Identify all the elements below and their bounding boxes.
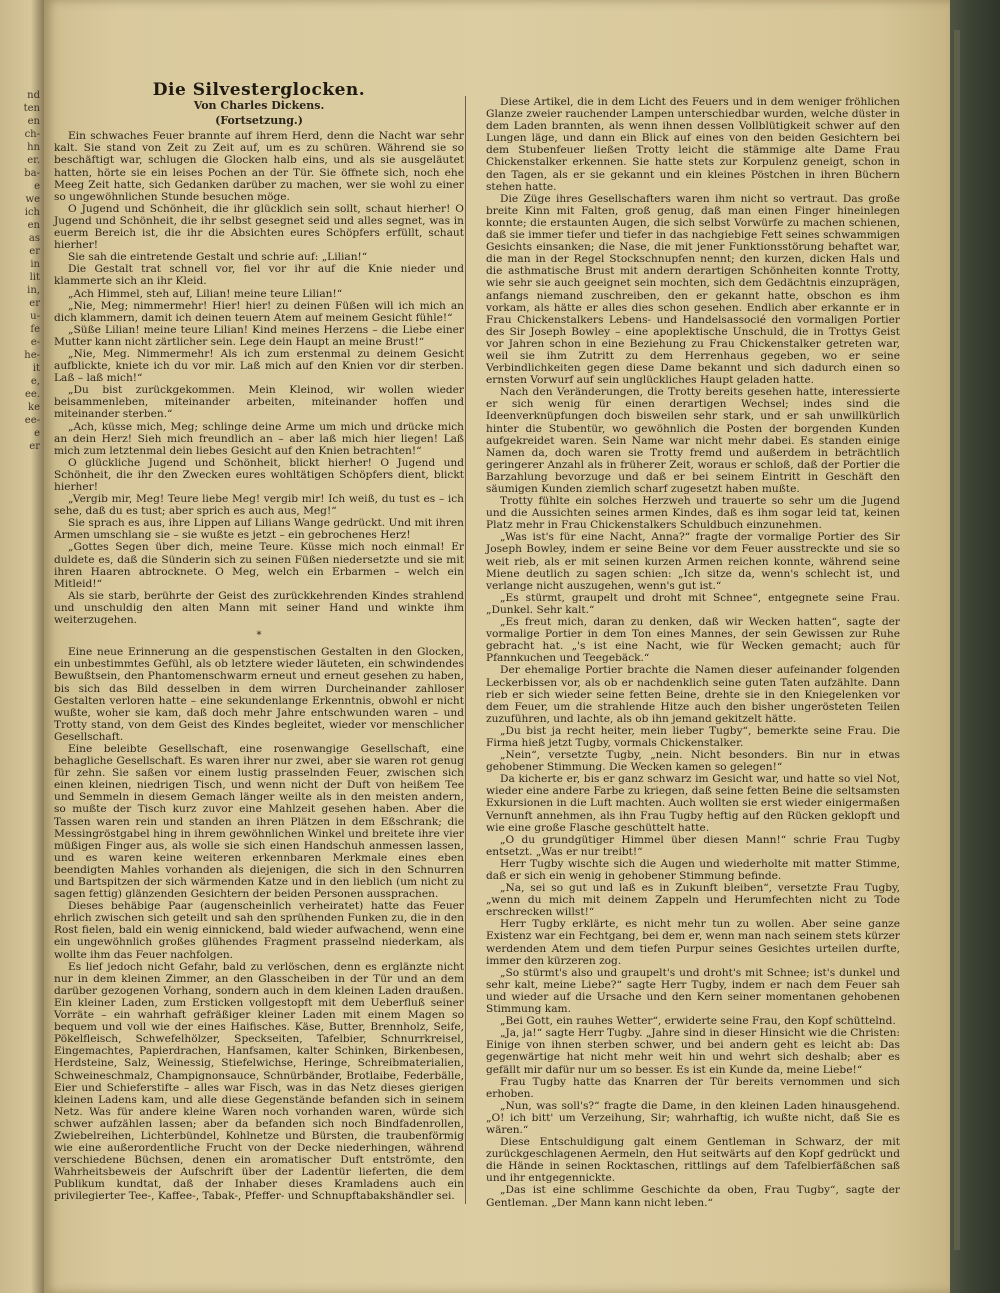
article-paragraph: „Was ist's für eine Nacht, Anna?“ fragte der vormalige Portier des Sir Joseph Bowley, indem er seine Beine vor dem Feuer ausstreckte und sie so weit rieb, als er mit seinen kurzen Armen reichen konnte, während seine Miene deutlich zu sagen schien: „Ich sitze da, wenn's schlecht ist, und verlange nicht auszugehen, wenn's gut ist.“ (486, 531, 900, 592)
article-title: Die Silvesterglocken. (152, 80, 366, 100)
left-column (54, 80, 464, 1203)
adjacent-page-fragment: ch- (24, 129, 40, 140)
adjacent-page-fragment: ke (28, 402, 40, 413)
adjacent-page-fragment: u- (30, 311, 40, 322)
binding-spine (954, 30, 960, 1250)
adjacent-page-fragment: er (29, 441, 40, 452)
adjacent-page-edge (0, 0, 44, 1293)
article-paragraph: „Nie, Meg. Nimmermehr! Als ich zum erstenmal zu deinem Gesicht aufblickte, kniete ich du vor mir. Laß mich auf den Knien vor dir sterben. Laß – laß mich!“ (54, 347, 464, 385)
article-paragraph: O glückliche Jugend und Schönheit, blickt hierher! O Jugend und Schönheit, die ihr den Zwecken eures wohltätigen Schöpfers dient, blickt hierher! (54, 456, 464, 493)
article-paragraph: „Es freut mich, daran zu denken, daß wir Wecken hatten“, sagte der vormalige Portier in dem Ton eines Mannes, der sein Gewissen zur Ruhe gebracht hat. „'s ist eine Nacht, wie für Wecken gemacht; auch für Pfannkuchen und Teegebäck.“ (486, 616, 900, 665)
article-paragraph: „So stürmt's also und graupelt's und droht's mit Schnee; ist's dunkel und sehr kalt, meine Liebe?“ sagte Herr Tugby, indem er nach dem Feuer sah und wieder auf die Ursache und den Kern seiner momentanen gehobenen Stimmung kam. (486, 966, 900, 1016)
article-paragraph: „Ach, küsse mich, Meg; schlinge deine Arme um mich und drücke mich an dein Herz! Sieh mich freundlich an – aber laß mich hier liegen! Laß mich zum letztenmal dein liebes Gesicht auf den Knien betrachten!“ (54, 420, 464, 457)
continuation-note: (Fortsetzung.) (215, 114, 303, 128)
article-paragraph: „Nie, Meg; nimmermehr! Hier! hier! zu deinen Füßen will ich mich an dich klammern, damit ich deinen teuern Atem auf meinem Gesicht fühle!“ (54, 299, 464, 324)
right-column-body (486, 96, 900, 1209)
adjacent-page-fragment: er (29, 298, 40, 309)
adjacent-page-fragment: fe (30, 324, 40, 335)
book-binding-edge (950, 0, 1000, 1293)
adjacent-page-fragment: en (27, 220, 40, 231)
article-paragraph: Diese Artikel, die in dem Licht des Feuers und in dem weniger fröhlichen Glanze zweier rauchender Lampen unterschiedbar wurden, welche düster in dem Laden brannten, als wenn ihnen dessen Vollblütigkeit schwer auf den Lungen läge, und dann ein Blick auf eines von den beiden Gesichtern bei dem Stubenfeuer ließen Trotty leicht die stämmige alte Dame Frau Chickenstalker erkennen. Sie hatte stets zur Korpulenz geneigt, schon in den Tagen, als er sie gekannt und ein kleines Pöstchen in ihren Büchern stehen hatte. (486, 96, 900, 193)
article-paragraph: Nach den Veränderungen, die Trotty bereits gesehen hatte, interessierte er sich wenig für einen derartigen Wechsel; indes sind die Ideenverknüpfungen doch bisweilen sehr stark, und er sah unwillkürlich hinter die Stubentür, wo gewöhnlich die Posten der borgenden Kunden aufgekreidet waren. Sein Name war nicht mehr dabei. Es standen einige Namen da, doch waren sie Trotty fremd und außerdem in beträchtlich geringerer Anzahl als in früherer Zeit, woraus er schloß, daß der Portier die Barzahlung bevorzuge und daß er bei seinem Eintritt in Geschäft den säumigen Kunden ziemlich scharf zugesetzt haben mußte. (486, 386, 900, 495)
adjacent-page-fragment: in (30, 259, 40, 270)
newspaper-page (44, 0, 950, 1293)
article-paragraph: „Du bist zurückgekommen. Mein Kleinod, wir wollen wieder beisammenleben, miteinander arbeiten, miteinander hoffen und miteinander sterben.“ (54, 384, 464, 421)
article-paragraph: „Bei Gott, ein rauhes Wetter“, erwiderte seine Frau, den Kopf schüttelnd. (500, 1015, 896, 1028)
adjacent-page-fragment: he- (24, 350, 40, 361)
article-paragraph: „Das ist eine schlimme Geschichte da oben, Frau Tugby“, sagte der Gentleman. „Der Mann kann nicht leben.“ (486, 1184, 900, 1209)
article-paragraph: „Ja, ja!“ sagte Herr Tugby. „Jahre sind in dieser Hinsicht wie die Christen: Einige von ihnen sterben schwer, und bei andern geht es leicht ab: Das gegenwärtige hat nicht mehr weit hin und wehrt sich deshalb; aber es gefällt mir dafür nur um so besser. Es ist ein Kunde da, meine Liebe!“ (486, 1027, 900, 1076)
article-paragraph: Als sie starb, berührte der Geist des zurückkehrenden Kindes strahlend und unschuldig den alten Mann mit seiner Hand und winkte ihm weiterzugehen. (54, 589, 464, 627)
article-paragraph: Der ehemalige Portier brachte die Namen dieser aufeinander folgenden Leckerbissen vor, als ob er nachdenklich seine guten Taten aufzählte. Dann rieb er sich wieder seine fetten Beine, drehte sie in den Kniegelenken vor dem Feuer, um die strahlende Hitze auch den bisher ungerösteten Teilen zuzuführen, und lachte, als ob ihn jemand gekitzelt hätte. (486, 664, 900, 725)
right-column (486, 96, 900, 1209)
adjacent-page-fragment: nd (27, 90, 40, 101)
adjacent-page-fragment: it (32, 363, 40, 374)
article-byline: Von Charles Dickens. (193, 99, 325, 113)
section-separator: * (256, 630, 262, 642)
adjacent-page-fragment: as (28, 233, 40, 244)
adjacent-page-fragment: ba- (24, 168, 40, 179)
article-paragraph: Trotty fühlte ein solches Herzweh und trauerte so sehr um die Jugend und die Aussichten seines armen Kindes, daß es ihm sogar leid tat, keinen Platz mehr in Frau Chickenstalkers Schuldbuch einzunehmen. (486, 495, 900, 532)
article-paragraph: „Ach Himmel, steh auf, Lilian! meine teure Lilian!“ (68, 287, 343, 300)
article-paragraph: Sie sah die eintretende Gestalt und schrie auf: „Lilian!“ (68, 251, 368, 264)
article-paragraph: Eine beleibte Gesellschaft, eine rosenwangige Gesellschaft, eine behagliche Gesellschaft. Es waren ihrer nur zwei, aber sie waren rot genug für zehn. Sie saßen vor einem lustig prasselnden Feuer, zwischen sich einen kleinen, niedrigen Tisch, und wenn nicht der Duft von heißem Tee und Semmeln in diesem Gemach länger weilte als in den meisten andern, so mußte der Tisch kurz zuvor eine Mahlzeit gesehen haben. Aber die Tassen waren rein und standen an ihren Plätzen in dem Eßschrank; die Messingröstgabel hing in ihrem gewöhnlichen Winkel und breitete ihre vier müßigen Finger aus, als wolle sie sich einen Handschuh anmessen lassen, und es waren keine weiteren erkennbaren Merkmale eines eben beendigten Mahles vorhanden als diejenigen, die sich in den Schnurren und Bartspitzen der sich wärmenden Katze und in den lieblich (um nicht zu sagen fettig) glänzenden Gesichtern der beiden Personen aussprachen. (54, 742, 464, 901)
adjacent-page-fragment: e (34, 181, 40, 192)
article-paragraph: Ein schwaches Feuer brannte auf ihrem Herd, denn die Nacht war sehr kalt. Sie stand von Zeit zu Zeit auf, um es zu schüren. Während sie so beschäftigt war, schlugen die Glocken halb eins, und als sie ausgeläutet hatten, hörte sie ein leises Pochen an der Tür. Sie öffnete sich, noch ehe Meeg Zeit hatte, sich Gedanken darüber zu machen, wer sie wohl zu einer so ungewöhnlichen Stunde besuchen möge. (54, 130, 464, 203)
article-paragraph: Diese Entschuldigung galt einem Gentleman in Schwarz, der mit zurückgeschlagenen Aermeln, den Hut seitwärts auf den Kopf gedrückt und die Hände in seinen Rocktaschen, rittlings auf dem Tafelbierfäßchen saß und ihr entgegennickte. (486, 1136, 900, 1185)
adjacent-page-fragment: e- (30, 337, 40, 348)
article-paragraph: O Jugend und Schönheit, die ihr glücklich sein sollt, schaut hierher! O Jugend und Schönheit, die ihr selbst gesegnet seid und alles segnet, was in euerm Bereich ist, die ihr die Absichten eures Schöpfers erfüllt, schaut hierher! (54, 202, 464, 252)
article-paragraph: „Du bist ja recht heiter, mein lieber Tugby“, bemerkte seine Frau. Die Firma hieß jetzt Tugby, vormals Chickenstalker. (486, 724, 900, 749)
adjacent-page-fragment: ee. (24, 389, 40, 400)
left-column-body (54, 130, 464, 1202)
adjacent-page-fragment: er (29, 246, 40, 257)
article-paragraph: Die Züge ihres Gesellschafters waren ihm nicht so vertraut. Das große breite Kinn mit Falten, groß genug, daß man einen Finger hineinlegen konnte; die erstaunten Augen, die sich selbst Vorwürfe zu machen schienen, daß sie immer tiefer und tiefer in das nachgiebige Fett seines schwammigen Gesichts einsanken; die Nase, die mit jener Funktionsstörung behaftet war, die man in der Regel Stockschnupfen nennt; den kurzen, dicken Hals und die asthmatische Brust mit andern derartigen Schönheiten konnte Trotty, wie sehr sie auch geeignet sein mochten, sich dem Gedächtnis einzuprägen, anfangs niemand zuschreiben, den er gekannt hatte, obschon es ihm vorkam, als hätte er alles dies schon gesehen. Endlich aber erkannte er in Frau Chickenstalkers Lebens- und Handelsassocié den vormaligen Portier des Sir Joseph Bowley – eine apoplektische Unschuld, die in Trottys Geist vor Jahren schon in eine Beziehung zu Frau Chickenstalker getreten war, weil sie ihm Zutritt zu dem Herrenhaus gegeben, wo er seine Verbindlichkeiten gegen diese Dame bekannt und sich dadurch einen so ernsten Vorwurf auf sein unglückliches Haupt geladen hatte. (486, 192, 900, 387)
adjacent-page-fragment: hn (27, 142, 40, 153)
article-paragraph: Dieses behäbige Paar (augenscheinlich verheiratet) hatte das Feuer ehrlich zwischen sich geteilt und sah den sprühenden Funken zu, die in den Rost fielen, bald ein wenig einnickend, bald wieder aufwachend, wenn eine ein ungewöhnlich großes glühendes Fragment prasselnd niederkam, als wollte ihm das Feuer nachfolgen. (54, 900, 464, 961)
article-paragraph: Eine neue Erinnerung an die gespenstischen Gestalten in den Glocken, ein unbestimmtes Gefühl, als ob letztere wieder läuteten, ein schwindendes Bewußtsein, den Phantomenschwarm erneut und erneut gesehen zu haben, bis sich das Bild desselben in dem wirren Durcheinander zahlloser Gestalten verloren hatte – eine sekundenlange Erkenntnis, obwohl er nicht wußte, woher sie kam, daß doch mehr Jahre entschwunden waren – und Trotty stand, von dem Geist des Kindes begleitet, wieder vor menschlicher Gesellschaft. (54, 646, 464, 743)
article-paragraph: „Nun, was soll's?“ fragte die Dame, in den kleinen Laden hinausgehend. „O! ich bitt' um Verzeihung, Sir; wahrhaftig, ich wußte nicht, daß Sie es wären.“ (486, 1099, 900, 1136)
adjacent-page-fragment: ich (24, 207, 40, 218)
adjacent-page-fragment: er. (27, 155, 40, 166)
article-paragraph: Herr Tugby erklärte, es nicht mehr tun zu wollen. Aber seine ganze Existenz war ein Fechtgang, bei dem er, wenn man nach seinem stets kürzer werdenden Atem und dem tiefen Purpur seines Gesichtes urteilen durfte, immer den kürzeren zog. (486, 918, 900, 967)
adjacent-page-fragment: ee- (24, 415, 40, 426)
adjacent-page-fragment: lit (29, 272, 40, 283)
adjacent-page-fragment: in, (27, 285, 40, 296)
article-paragraph: „Es stürmt, graupelt und droht mit Schnee“, entgegnete seine Frau. „Dunkel. Sehr kalt.“ (486, 591, 900, 616)
adjacent-page-fragment: we (25, 194, 40, 205)
article-paragraph: Die Gestalt trat schnell vor, fiel vor ihr auf die Knie nieder und klammerte sich an ihr Kleid. (54, 263, 464, 288)
article-paragraph: Herr Tugby wischte sich die Augen und wiederholte mit matter Stimme, daß er sich ein wenig in gehobener Stimmung befinde. (486, 857, 900, 882)
column-divider (465, 96, 466, 1204)
article-paragraph: Da kicherte er, bis er ganz schwarz im Gesicht war, und hatte so viel Not, wieder eine andere Farbe zu kriegen, daß seine fetten Beine die seltsamsten Exkursionen in die Luft machten. Auch wollten sie erst wieder einigermaßen Vernunft annehmen, als ihn Frau Tugby heftig auf den Rücken geklopft und wie eine große Flasche geschüttelt hatte. (486, 773, 900, 834)
adjacent-page-fragment: en (27, 116, 40, 127)
article-paragraph: „Gottes Segen über dich, meine Teure. Küsse mich noch einmal! Er duldete es, daß die Sünderin sich zu seinen Füßen niedersetzte und sie mit ihren Haaren abtrocknete. O Meg, welch ein Erbarmen – welch ein Mitleid!“ (54, 541, 464, 590)
article-paragraph: „Na, sei so gut und laß es in Zukunft bleiben“, versetzte Frau Tugby, „wenn du mich mit deinem Zappeln und Herumfechten nicht zu Tode erschrecken willst!“ (486, 882, 900, 919)
article-paragraph: „Vergib mir, Meg! Teure liebe Meg! vergib mir! Ich weiß, du tust es – ich sehe, daß du es tust; aber sprich es auch aus, Meg!“ (54, 493, 464, 518)
article-paragraph: Frau Tugby hatte das Knarren der Tür bereits vernommen und sich erhoben. (486, 1075, 900, 1100)
article-paragraph: Sie sprach es aus, ihre Lippen auf Lilians Wange gedrückt. Und mit ihren Armen umschlang sie – sie wußte es jetzt – ein gebrochenes Herz! (54, 517, 464, 542)
adjacent-page-fragment: e, (30, 376, 40, 387)
article-paragraph: „Nein“, versetzte Tugby, „nein. Nicht besonders. Bin nur in etwas gehobener Stimmung. Die Wecken kamen so gelegen!“ (486, 749, 900, 774)
article-paragraph: „Süße Lilian! meine teure Lilian! Kind meines Herzens – die Liebe einer Mutter kann nicht zärtlicher sein. Lege dein Haupt an meine Brust!“ (54, 323, 464, 348)
adjacent-page-fragment: e (34, 428, 40, 439)
article-paragraph: „O du grundgütiger Himmel über diesen Mann!“ schrie Frau Tugby entsetzt. „Was er nur treibt!“ (486, 833, 900, 858)
article-paragraph: Es lief jedoch nicht Gefahr, bald zu verlöschen, denn es erglänzte nicht nur in dem kleinen Zimmer, an den Glasscheiben in der Tür und an dem darüber gezogenen Vorhang, sondern auch in dem kleinen Laden draußen. Ein kleiner Laden, zum Ersticken vollgestopft mit dem Ueberfluß seiner Vorräte – ein wahrhaft gefräßiger kleiner Laden mit einem Magen so bequem und voll wie der eines Haifisches. Käse, Butter, Brennholz, Seife, Pökelfleisch, Schwefelhölzer, Speckseiten, Tafelbier, Schnurrkreisel, Eingemachtes, Papierdrachen, Hanfsamen, kalter Schinken, Birkenbesen, Herdsteine, Salz, Weinessig, Stiefelwichse, Heringe, Schreibmaterialien, Schweineschmalz, Champignonsauce, Schnürbänder, Brotlaibe, Federbälle, Eier und Schieferstifte – alles war Fisch, was in das Netz dieses gierigen kleinen Ladens kam, und alle diese Gegenstände befanden sich in seinem Netz. Was für andere kleine Waren noch vorhanden waren, würde sich schwer aufzählen lassen; aber da befanden sich noch Bindfadenrollen, Zwiebelreihen, Lichterbündel, Kohlnetze und Bürsten, die traubenförmig wie eine außerordentliche Frucht von der Decke niederhingen, während verschiedene Büchsen, denen ein aromatischer Duft entströmte, den Wahrheitsbeweis der Aufschrift über der Ladentür lieferten, die dem Publikum kundtat, daß der Inhaber dieses Kramladens auch ein privilegierter Tee-, Kaffee-, Tabak-, Pfeffer- und Schnupftabakshändler sei. (54, 960, 464, 1203)
adjacent-page-fragment: ten (23, 103, 40, 114)
